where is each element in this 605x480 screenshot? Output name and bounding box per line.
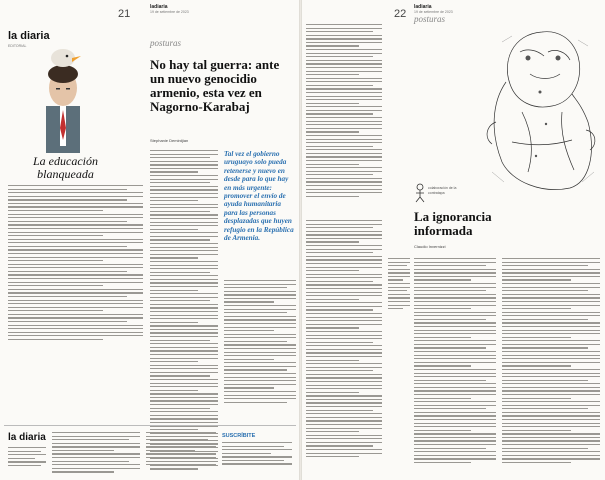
right-page-number: 22 [394,8,407,20]
footer-credits-b [52,432,140,475]
right-headline: La ignorancia informada [414,209,492,238]
footer-masthead: la diaria [8,432,46,443]
left-section: posturas [150,38,182,48]
left-page-number: 21 [118,8,131,20]
subscribe-label: SUSCRÍBITE [222,433,256,439]
right-sidebar-note [388,258,410,312]
illustration-credit: colaboración de la contratapa [428,186,457,195]
pull-quote: Tal vez el gobierno uruguayo solo pueda retenerse y nuevo en desde para lo que hay en más urgente: promover el envío de ayuda humanitaria para las personas desplazadas que huyen refugio en la República de Armenia. [224,150,294,243]
right-masthead-folio [414,4,453,14]
left-folio [118,4,130,22]
column-logo: la diaria [8,30,50,42]
article-illustration [482,22,600,202]
column-logo-sub: EDITORIAL [8,44,27,48]
right-date: 19 de setiembre de 2023 [414,10,453,14]
right-col-c [502,258,600,466]
right-col-top-a [306,24,382,199]
article-author: Stephanie Demirdjian [150,138,189,143]
right-section: posturas [414,14,446,24]
main-headline: No hay tal guerra: ante un nuevo genocidio armenio, esta vez en Nagorno-Karabaj [150,57,280,114]
illustration-credit-icon [414,183,426,203]
right-author: Claudio Invernizzi [414,244,446,249]
right-page [302,0,605,480]
editorial-body [8,185,143,342]
footer-credits-a [8,447,46,468]
right-col-top-a2 [306,220,382,460]
right-publication: ladiaria [414,4,432,10]
subscribe-info [222,442,292,467]
footer-credits-c [146,432,216,468]
article-col-1 [150,150,218,472]
left-masthead-folio [150,4,189,14]
right-col-b [414,258,496,466]
left-publication: ladiaria [150,4,168,10]
left-date: 19 de setiembre de 2023 [150,10,189,14]
right-folio [394,4,406,22]
editorial-illustration [18,48,108,153]
editorial-title: La educación blanqueada [33,154,98,181]
article-col-2 [224,280,296,405]
left-page [0,0,298,480]
